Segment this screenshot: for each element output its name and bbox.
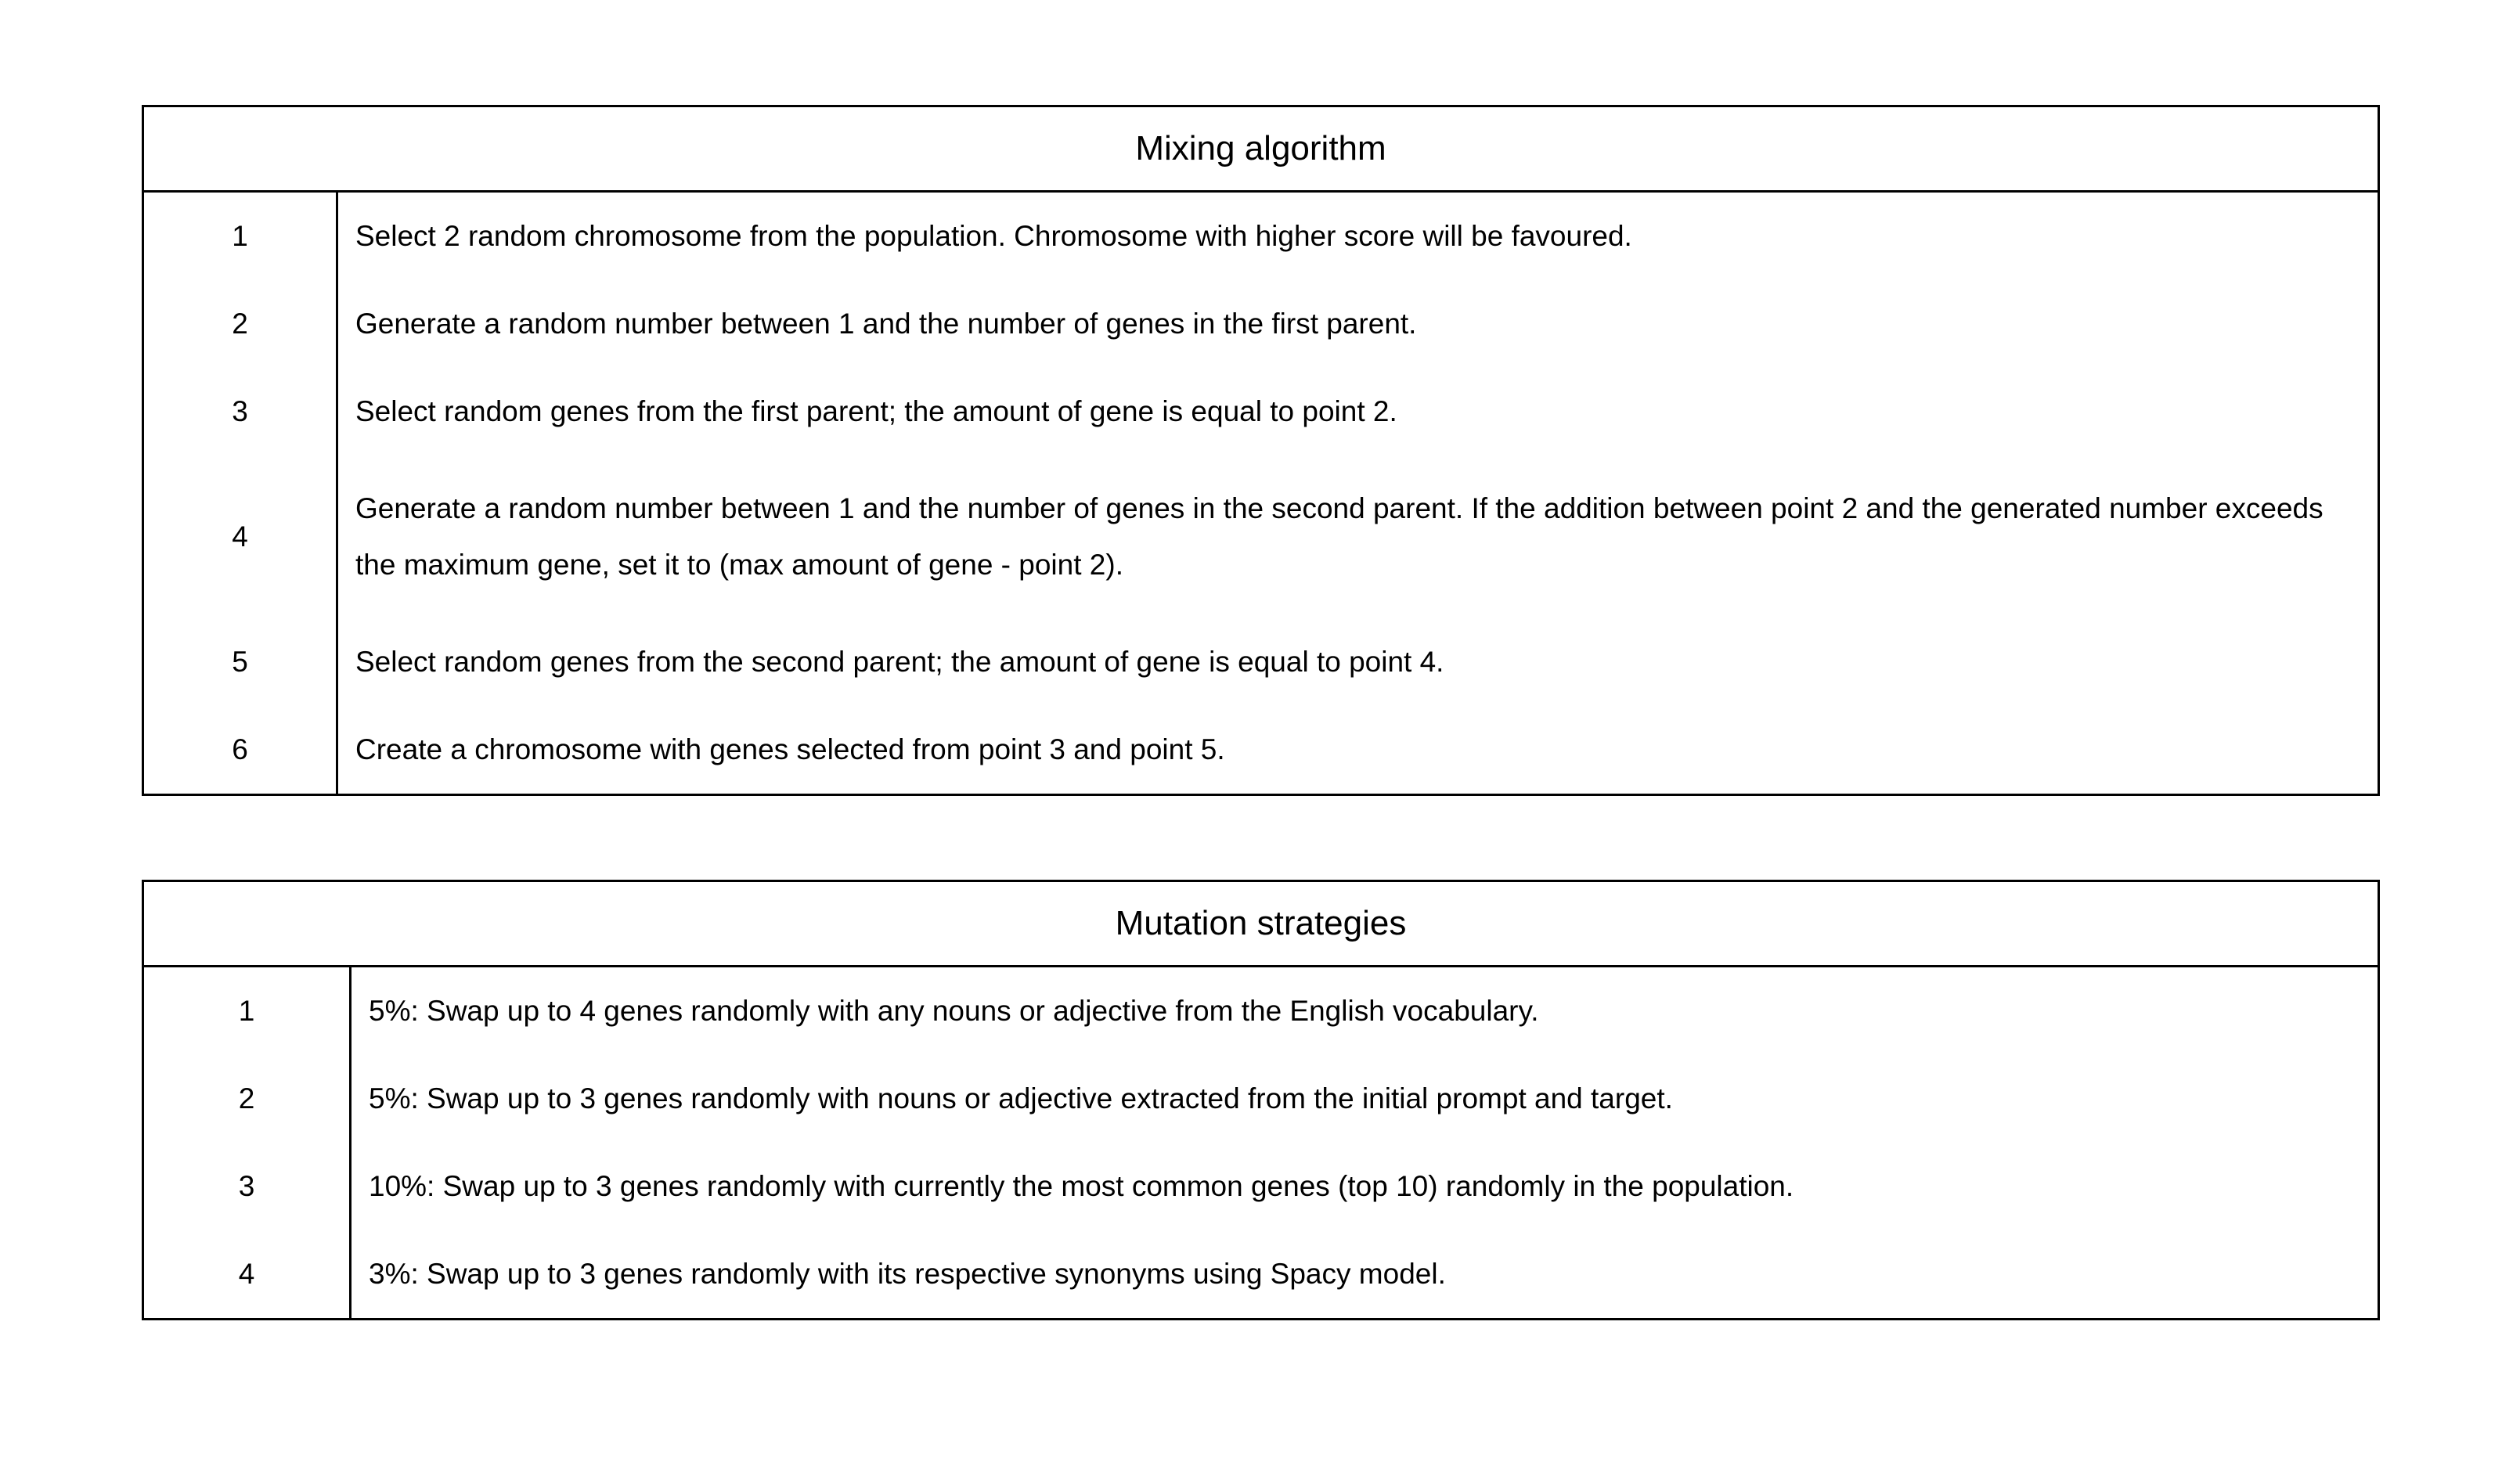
table-row	[144, 618, 2378, 706]
row-text: 5%: Swap up to 3 genes randomly with nouns or adjective extracted from the initial prompt and target.	[369, 1082, 1673, 1115]
row-text: 10%: Swap up to 3 genes randomly with currently the most common genes (top 10) randomly in the population.	[369, 1170, 1794, 1202]
row-number: 3	[144, 368, 338, 456]
row-number: 2	[144, 1055, 352, 1143]
mixing-algorithm-table-body	[144, 193, 2378, 794]
row-text: 3%: Swap up to 3 genes randomly with its respective synonyms using Spacy model.	[369, 1258, 1446, 1290]
row-number: 1	[144, 967, 352, 1055]
row-number: 4	[144, 1230, 352, 1318]
table-row	[144, 1143, 2378, 1230]
row-text: Generate a random number between 1 and the number of genes in the second parent. If the addition between point 2 and the generated number exceeds the maximum gene, set it to (max amount of gene - point 2).	[355, 492, 2324, 581]
row-text: Generate a random number between 1 and the number of genes in the first parent.	[355, 308, 1417, 340]
table-row	[144, 1055, 2378, 1143]
mutation-strategies-table-title: Mutation strategies	[144, 882, 2378, 967]
row-text: Create a chromosome with genes selected from point 3 and point 5.	[355, 733, 1225, 765]
row-number: 1	[144, 193, 338, 280]
row-number: 2	[144, 280, 338, 368]
row-text: 5%: Swap up to 4 genes randomly with any nouns or adjective from the English vocabulary.	[369, 995, 1539, 1027]
row-number: 6	[144, 706, 338, 794]
table-row	[144, 967, 2378, 1055]
row-text: Select random genes from the first parent; the amount of gene is equal to point 2.	[355, 395, 1397, 427]
mutation-strategies-table-body	[144, 967, 2378, 1318]
row-text: Select random genes from the second parent; the amount of gene is equal to point 4.	[355, 646, 1444, 678]
row-number: 4	[144, 456, 338, 618]
row-number: 5	[144, 618, 338, 706]
row-number: 3	[144, 1143, 352, 1230]
table-row	[144, 368, 2378, 456]
row-text: Select 2 random chromosome from the population. Chromosome with higher score will be favoured.	[355, 220, 1632, 252]
mixing-algorithm-table-title: Mixing algorithm	[144, 107, 2378, 193]
mutation-strategies-table	[142, 880, 2380, 1320]
mixing-algorithm-table	[142, 105, 2380, 796]
table-row	[144, 706, 2378, 794]
table-row	[144, 1230, 2378, 1318]
table-row	[144, 193, 2378, 280]
table-row	[144, 280, 2378, 368]
table-row	[144, 456, 2378, 618]
